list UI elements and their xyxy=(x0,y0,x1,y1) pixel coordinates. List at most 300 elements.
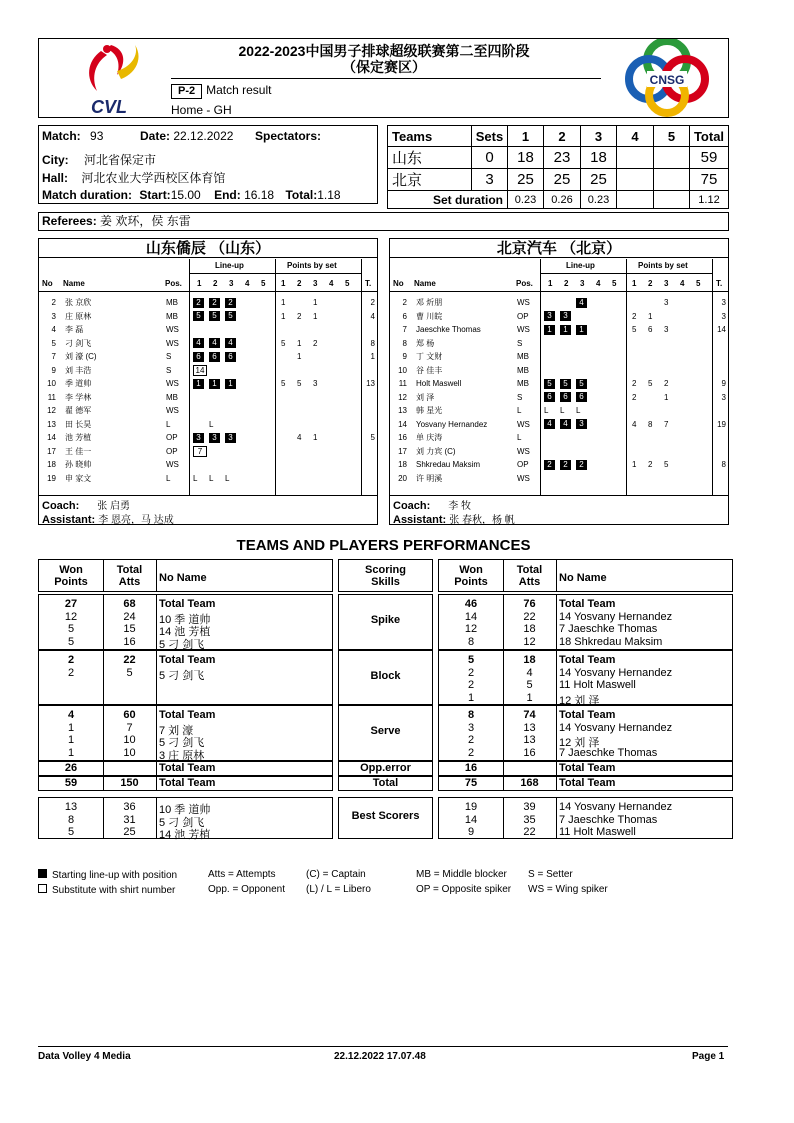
player-number: 9 xyxy=(402,352,407,361)
won-value: 3 xyxy=(467,721,475,734)
page-code-badge: P-2 xyxy=(171,84,202,99)
won-value: 2 xyxy=(67,666,75,679)
player-row xyxy=(390,391,728,405)
player-number: 17 xyxy=(47,446,56,456)
set-points: 5 xyxy=(664,460,669,469)
player-row xyxy=(390,350,728,364)
player-entry: 12 刘 泽 xyxy=(559,694,600,707)
legend-atts: Atts = Attempts xyxy=(208,869,276,880)
won-value: 4 xyxy=(67,709,75,721)
atts-value: 74 xyxy=(523,709,536,721)
libero-mark: L xyxy=(193,473,198,483)
cnsg-logo xyxy=(625,39,709,117)
player-name: Jaeschke Thomas xyxy=(416,325,481,334)
page-title: 2022-2023中国男子排球超级联赛第二至四阶段 （保定赛区） xyxy=(238,43,530,75)
player-row xyxy=(39,431,377,445)
legend-substitute: Substitute with shirt number xyxy=(38,884,175,896)
player-position: L xyxy=(166,473,171,483)
player-number: 13 xyxy=(47,419,56,429)
won-value: 1 xyxy=(67,734,75,746)
set-points: 1 xyxy=(648,311,653,321)
atts-value: 13 xyxy=(523,721,536,734)
assistant-row xyxy=(393,511,515,526)
player-name: 郑 杨 xyxy=(416,338,435,348)
player-entry: 7 刘 濠 xyxy=(159,724,194,737)
player-row xyxy=(39,445,377,459)
starting-position-square: 6 xyxy=(576,392,587,402)
referees-box: Referees: 姜 欢环，侯 东雷 xyxy=(38,212,729,231)
player-total: 1 xyxy=(370,352,375,361)
col-set-lineup: 3 xyxy=(229,279,234,288)
legend xyxy=(38,869,728,901)
player-name: 李 学林 xyxy=(65,392,92,402)
empty-square-icon xyxy=(38,884,47,893)
starting-position-square: 1 xyxy=(209,379,220,389)
set-points: 1 xyxy=(297,338,302,348)
filled-square-icon xyxy=(38,869,47,878)
col-atts: Total Atts xyxy=(116,564,143,588)
performance-title: TEAMS AND PLAYERS PERFORMANCES xyxy=(236,537,531,554)
player-name: 池 芳植 xyxy=(65,433,92,442)
col-set-lineup: 2 xyxy=(213,279,218,288)
player-row xyxy=(390,337,728,351)
set-points: 7 xyxy=(664,419,669,429)
legend-op: OP = Opposite spiker xyxy=(416,884,512,895)
starting-position-square: 2 xyxy=(544,460,555,470)
player-row xyxy=(39,296,377,310)
player-row xyxy=(39,310,377,324)
perf-skill xyxy=(338,650,433,705)
player-name: 翟 德军 xyxy=(65,406,92,415)
coach-row xyxy=(42,497,130,512)
atts-value: 25 xyxy=(123,826,136,838)
atts-value: 1 xyxy=(526,691,533,704)
col-set-lineup: 4 xyxy=(596,279,601,288)
col-name: No Name xyxy=(159,572,207,584)
won-value: 5 xyxy=(67,623,75,635)
won-value: 16 xyxy=(464,762,478,774)
won-value: 75 xyxy=(464,777,478,789)
set-duration-row: Set duration 0.23 0.26 0.23 1.12 xyxy=(388,191,729,209)
col-pos: Pos. xyxy=(165,279,182,288)
starting-position-square: 5 xyxy=(560,379,571,389)
player-name: 申 家文 xyxy=(65,473,92,483)
footer-center: 22.12.2022 17.07.48 xyxy=(334,1051,426,1062)
player-entry: 10 季 道帅 xyxy=(159,804,211,816)
starting-position-square: 5 xyxy=(209,311,220,321)
atts-value: 13 xyxy=(523,734,536,746)
perf-skill xyxy=(338,797,433,839)
footer-right: Page 1 xyxy=(692,1051,725,1062)
player-name: 季 道帅 xyxy=(65,379,92,388)
starting-position-square: 6 xyxy=(560,392,571,402)
col-set-lineup: 4 xyxy=(245,279,250,288)
player-position: MB xyxy=(166,298,178,307)
player-row xyxy=(39,391,377,405)
atts-value: 15 xyxy=(123,623,136,635)
team-name: 山东僑辰 （山东） xyxy=(39,239,377,258)
svg-text:CNSG: CNSG xyxy=(649,73,685,87)
player-entry: 3 庄 原林 xyxy=(159,749,205,762)
player-position: MB xyxy=(166,392,178,402)
set-points: 1 xyxy=(632,460,637,469)
col-set-points: 1 xyxy=(281,279,286,288)
won-value: 14 xyxy=(464,813,478,826)
player-row xyxy=(390,377,728,391)
perf-left-row xyxy=(38,776,333,791)
atts-value: 10 xyxy=(123,746,136,759)
libero-mark: L xyxy=(576,406,581,415)
atts-value: 16 xyxy=(523,746,536,759)
coach-row xyxy=(393,497,471,512)
col-set-points: 2 xyxy=(297,279,302,288)
player-number: 16 xyxy=(398,433,407,442)
player-position: WS xyxy=(166,338,179,348)
player-entry: Total Team xyxy=(159,709,216,721)
col-divider xyxy=(503,762,504,775)
atts-value: 60 xyxy=(123,709,136,721)
atts-value: 18 xyxy=(523,623,536,635)
score-header-teams: Teams xyxy=(388,126,472,147)
won-value: 59 xyxy=(64,777,78,789)
player-total: 4 xyxy=(370,311,375,321)
coach-label: Coach: xyxy=(42,500,80,512)
player-row xyxy=(390,472,728,486)
perf-section-left xyxy=(38,797,333,839)
atts-value: 16 xyxy=(123,635,136,648)
set-points: 6 xyxy=(648,325,653,334)
won-value: 2 xyxy=(67,654,75,666)
col-set-points: 1 xyxy=(632,279,637,288)
player-number: 13 xyxy=(398,406,407,415)
player-entry: 7 Jaeschke Thomas xyxy=(559,746,658,759)
atts-value: 150 xyxy=(120,777,139,789)
coach-label: Coach: xyxy=(393,500,431,512)
atts-value: 10 xyxy=(123,734,136,746)
player-position: S xyxy=(166,352,172,361)
player-number: 19 xyxy=(47,473,56,483)
skill-name: Total xyxy=(372,777,399,789)
col-divider xyxy=(556,651,557,704)
won-value: 14 xyxy=(464,610,478,623)
col-divider xyxy=(556,762,557,775)
player-position: L xyxy=(517,406,522,415)
col-divider xyxy=(556,595,557,649)
col-divider xyxy=(103,762,104,775)
perf-section-left xyxy=(38,650,333,705)
player-number: 7 xyxy=(51,352,56,361)
player-position: WS xyxy=(517,446,530,456)
substitute-square: 7 xyxy=(193,446,207,457)
atts-value: 5 xyxy=(526,679,533,691)
player-number: 12 xyxy=(47,406,56,415)
atts-value: 5 xyxy=(126,666,133,679)
col-set-points: 5 xyxy=(696,279,701,288)
perf-section-left xyxy=(38,594,333,650)
set-points: 5 xyxy=(281,338,286,348)
set-points: 1 xyxy=(313,311,318,321)
won-value: 1 xyxy=(67,746,75,759)
perf-header-skill xyxy=(338,559,433,592)
atts-value: 168 xyxy=(520,777,539,789)
player-number: 2 xyxy=(51,298,56,307)
player-entry: Total Team xyxy=(159,762,216,774)
set-points: 2 xyxy=(648,460,653,469)
col-divider xyxy=(156,798,157,838)
col-no: No xyxy=(42,279,53,288)
starting-position-square: 4 xyxy=(544,419,555,429)
header-divider xyxy=(390,291,728,292)
player-number: 2 xyxy=(402,298,407,307)
player-name: Shkredau Maksim xyxy=(416,460,481,469)
won-value: 5 xyxy=(67,826,75,838)
player-position: OP xyxy=(517,311,529,321)
starting-position-square: 5 xyxy=(193,311,204,321)
player-entry: Total Team xyxy=(559,598,616,610)
col-divider xyxy=(556,706,557,760)
won-value: 27 xyxy=(64,598,78,610)
player-name: 庄 原林 xyxy=(65,311,92,321)
won-value: 46 xyxy=(464,598,478,610)
libero-mark: L xyxy=(225,473,230,483)
match-date: 22.12.2022 xyxy=(173,129,234,143)
set-points: 5 xyxy=(281,379,286,388)
player-entry: 11 Holt Maswell xyxy=(559,679,636,691)
libero-mark: L xyxy=(209,419,214,429)
perf-header-right xyxy=(438,559,733,592)
page-subtitle: Home - GH xyxy=(171,103,232,117)
col-set-points: 3 xyxy=(664,279,669,288)
player-total: 14 xyxy=(717,325,726,334)
header-box xyxy=(38,38,729,118)
match-info-box xyxy=(38,125,378,204)
coach-name: 李 牧 xyxy=(448,501,472,512)
player-entry: 14 池 芳植 xyxy=(159,829,211,841)
player-row xyxy=(390,310,728,324)
legend-opp: Opp. = Opponent xyxy=(208,884,286,895)
player-name: 刁 剑飞 xyxy=(65,338,92,348)
footer-rule xyxy=(38,1046,728,1047)
player-entry: 7 Jaeschke Thomas xyxy=(559,623,658,635)
skill-name: Block xyxy=(370,669,401,682)
atts-value: 7 xyxy=(126,721,133,734)
atts-value: 22 xyxy=(523,826,536,838)
player-entry: 5 刁 剑飞 xyxy=(159,638,205,651)
player-position: MB xyxy=(517,379,529,388)
set-points: 4 xyxy=(632,419,637,429)
col-set-points: 4 xyxy=(680,279,685,288)
starting-position-square: 4 xyxy=(576,298,587,308)
player-position: S xyxy=(166,365,172,375)
player-position: WS xyxy=(166,325,179,334)
match-number: 93 xyxy=(90,129,104,143)
col-set-lineup: 1 xyxy=(197,279,202,288)
player-position: OP xyxy=(517,460,529,469)
player-name: 李 磊 xyxy=(65,325,84,334)
starting-position-square: 3 xyxy=(576,419,587,429)
player-entry: 10 季 道帅 xyxy=(159,613,211,626)
player-row xyxy=(390,404,728,418)
player-entry: Total Team xyxy=(559,709,616,721)
hall-value: 河北农业大学西校区体育馆 xyxy=(81,171,226,185)
lineup-label: Line-up xyxy=(566,261,595,270)
won-value: 12 xyxy=(464,623,478,635)
col-divider xyxy=(540,273,712,274)
set-points: 4 xyxy=(297,433,302,442)
player-name: 田 长昊 xyxy=(65,419,92,429)
player-entry: Total Team xyxy=(159,654,216,666)
points-label: Points by set xyxy=(287,261,337,270)
atts-value: 39 xyxy=(523,801,536,813)
player-row xyxy=(390,445,728,459)
player-number: 18 xyxy=(47,460,56,469)
col-divider xyxy=(156,560,157,591)
player-position: MB xyxy=(517,365,529,375)
referee-names: 姜 欢环，侯 东雷 xyxy=(100,214,191,228)
player-number: 9 xyxy=(51,365,56,375)
starting-position-square: 3 xyxy=(209,433,220,443)
player-name: Holt Maswell xyxy=(416,379,462,388)
col-set-lineup: 1 xyxy=(548,279,553,288)
player-number: 3 xyxy=(51,311,56,321)
player-entry: Total Team xyxy=(559,762,616,774)
skill-name: Serve xyxy=(370,725,401,737)
starting-position-square: 4 xyxy=(560,419,571,429)
legend-setter: S = Setter xyxy=(528,869,573,880)
atts-value: 22 xyxy=(523,610,536,623)
starting-position-square: 6 xyxy=(544,392,555,402)
set-points: 5 xyxy=(632,325,637,334)
col-divider xyxy=(156,762,157,775)
player-row xyxy=(390,296,728,310)
player-entry: Total Team xyxy=(559,777,616,789)
player-position: WS xyxy=(517,298,530,307)
player-row xyxy=(390,458,728,472)
atts-value: 4 xyxy=(526,666,533,679)
starting-position-square: 2 xyxy=(576,460,587,470)
legend-starting: Starting line-up with position xyxy=(38,869,177,881)
col-set-lineup: 5 xyxy=(612,279,617,288)
atts-value: 18 xyxy=(523,654,536,666)
assistant-name: 李 恩亮，马 达成 xyxy=(98,515,174,526)
perf-header-left xyxy=(38,559,333,592)
player-row xyxy=(39,337,377,351)
starting-position-square: 6 xyxy=(209,352,220,362)
perf-section-right xyxy=(438,650,733,705)
player-name: Yosvany Hernandez xyxy=(416,419,488,429)
libero-mark: L xyxy=(544,406,549,415)
player-total: 13 xyxy=(366,379,375,388)
starting-position-square: 3 xyxy=(560,311,571,321)
player-position: WS xyxy=(517,419,530,429)
player-row xyxy=(390,418,728,432)
starting-position-square: 4 xyxy=(225,338,236,348)
won-value: 26 xyxy=(64,762,78,774)
player-row xyxy=(39,418,377,432)
player-name: 谷 佳丰 xyxy=(416,365,443,375)
won-value: 2 xyxy=(467,734,475,746)
roster-away xyxy=(389,238,729,525)
player-entry: Total Team xyxy=(159,777,216,789)
starting-position-square: 1 xyxy=(576,325,587,335)
assistant-label: Assistant: xyxy=(393,514,447,526)
player-position: L xyxy=(517,433,522,442)
player-position: WS xyxy=(166,460,179,469)
player-row xyxy=(39,404,377,418)
player-number: 11 xyxy=(398,379,407,388)
cvl-logo xyxy=(77,41,147,117)
hall-row: Hall: 河北农业大学西校区体育馆 xyxy=(42,171,226,185)
won-value: 2 xyxy=(467,666,475,679)
col-divider xyxy=(156,595,157,649)
player-total: 9 xyxy=(721,379,726,388)
player-total: 8 xyxy=(721,460,726,469)
col-divider xyxy=(156,651,157,704)
player-number: 12 xyxy=(398,392,407,402)
won-value: 2 xyxy=(467,746,475,759)
player-number: 11 xyxy=(47,392,56,402)
atts-value: 76 xyxy=(523,598,536,610)
player-entry: 12 刘 泽 xyxy=(559,737,600,749)
won-value: 8 xyxy=(467,635,475,648)
assistant-label: Assistant: xyxy=(42,514,96,526)
player-position: S xyxy=(517,338,523,348)
set-points: 1 xyxy=(297,352,302,361)
set-points: 1 xyxy=(664,392,669,402)
legend-mb: MB = Middle blocker xyxy=(416,869,507,880)
player-position: WS xyxy=(517,473,530,483)
starting-position-square: 2 xyxy=(209,298,220,308)
col-divider xyxy=(556,798,557,838)
player-entry: 7 Jaeschke Thomas xyxy=(559,813,658,826)
won-value: 1 xyxy=(467,691,475,704)
won-value: 8 xyxy=(67,813,75,826)
perf-left-row xyxy=(38,761,333,776)
col-total: T. xyxy=(716,279,723,288)
col-total: T. xyxy=(365,279,372,288)
set-points: 5 xyxy=(648,379,653,388)
player-number: 14 xyxy=(398,419,407,429)
player-row xyxy=(39,350,377,364)
set-points: 2 xyxy=(632,392,637,402)
assistant-row xyxy=(42,511,174,526)
starting-position-square: 6 xyxy=(225,352,236,362)
won-value: 12 xyxy=(64,610,78,623)
skill-name: Spike xyxy=(370,614,401,626)
player-total: 3 xyxy=(721,392,726,402)
player-number: 17 xyxy=(398,446,407,456)
player-row xyxy=(39,472,377,486)
score-row: 北京 3 25 25 25 75 xyxy=(388,169,729,191)
starting-position-square: 1 xyxy=(544,325,555,335)
player-entry: Total Team xyxy=(159,598,216,610)
player-total: 2 xyxy=(370,298,375,307)
player-total: 3 xyxy=(721,311,726,321)
won-value: 5 xyxy=(467,654,475,666)
set-points: 8 xyxy=(648,419,653,429)
set-points: 1 xyxy=(313,298,318,307)
player-number: 14 xyxy=(47,433,56,442)
spectators-label: Spectators: xyxy=(255,129,322,143)
set-points: 5 xyxy=(297,379,302,388)
starting-position-square: 3 xyxy=(544,311,555,321)
header-divider xyxy=(39,291,377,292)
col-name: Name xyxy=(414,279,436,288)
player-entry: Total Team xyxy=(559,654,616,666)
perf-skill xyxy=(338,776,433,791)
player-number: 10 xyxy=(398,365,407,375)
won-value: 13 xyxy=(64,801,78,813)
